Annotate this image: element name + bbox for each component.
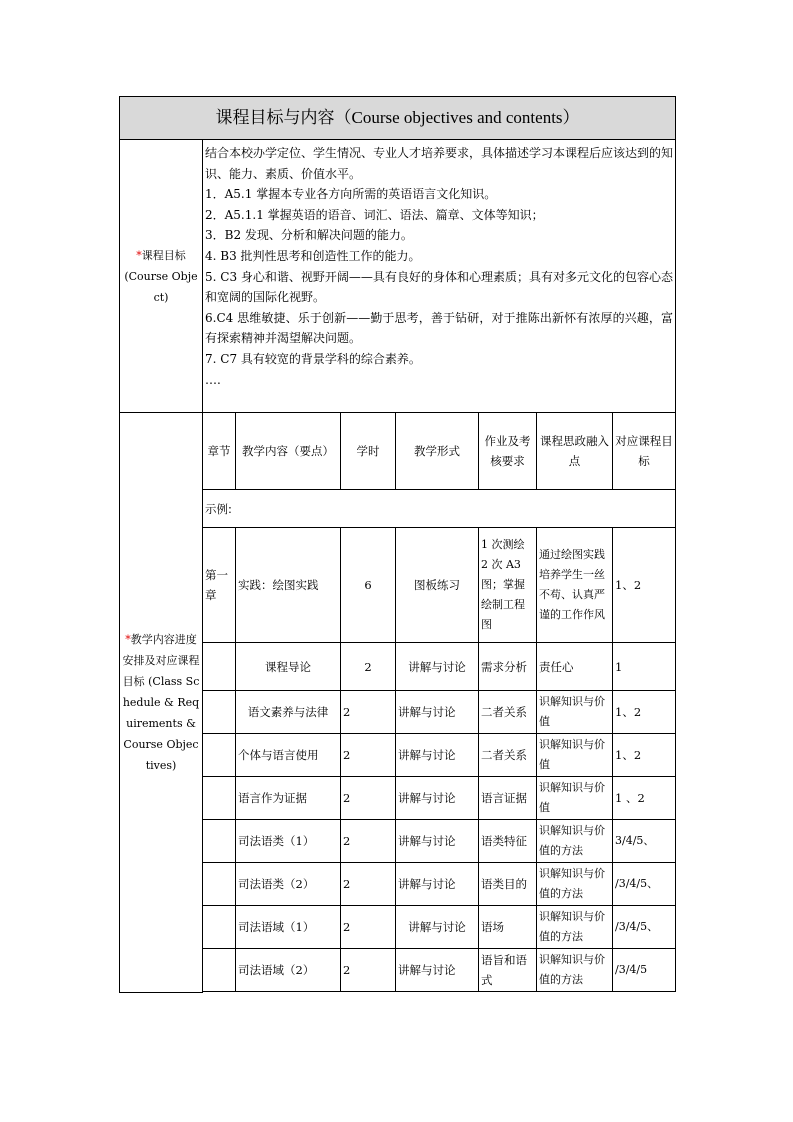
objective-intro: 结合本校办学定位、学生情况、专业人才培养要求，具体描述学习本课程后应该达到的知识、能力、素质、价值水平。	[205, 146, 674, 181]
cell-ideology: 识解知识与价值的方法	[537, 820, 613, 863]
cell-chapter	[203, 906, 236, 949]
cell-content: 语文素养与法律	[236, 691, 341, 734]
required-star: *	[136, 248, 142, 262]
required-star: *	[125, 632, 131, 646]
cell-content: 司法语类（2）	[236, 863, 341, 906]
schedule-label-text: 教学内容进度安排及对应课程目标	[122, 632, 200, 688]
page-title: 课程目标与内容（Course objectives and contents）	[120, 97, 676, 140]
objective-item: 1．A5.1 掌握本专业各方向所需的英语语言文化知识。	[205, 187, 497, 202]
cell-ideology: 识解知识与价值	[537, 777, 613, 820]
cell-ideology: 识解知识与价值	[537, 691, 613, 734]
cell-target: 1	[613, 643, 676, 691]
cell-chapter	[203, 734, 236, 777]
cell-target: /3/4/5	[613, 949, 676, 992]
objectives-label-text: 课程目标	[141, 248, 186, 262]
cell-content: 实践：绘图实践	[236, 528, 341, 643]
cell-form: 讲解与讨论	[396, 906, 479, 949]
cell-ideology: 识解知识与价值	[537, 734, 613, 777]
objective-item: 2．A5.1.1 掌握英语的语音、词汇、语法、篇章、文体等知识；	[205, 207, 544, 222]
cell-hours: 2	[341, 949, 396, 992]
cell-homework: 语场	[479, 906, 537, 949]
objective-ellipsis: ….	[205, 372, 221, 387]
cell-hours: 2	[341, 777, 396, 820]
cell-homework: 二者关系	[479, 691, 537, 734]
header-target: 对应课程目标	[613, 413, 676, 490]
cell-ideology: 通过绘图实践培养学生一丝不苟、认真严谨的工作作风	[537, 528, 613, 643]
cell-form: 讲解与讨论	[396, 691, 479, 734]
objective-item: 6.C4 思维敏捷、乐于创新——勤于思考，善于钻研，对于推陈出新怀有浓厚的兴趣，富有探索精神并渴望解决问题。	[205, 310, 674, 346]
cell-hours: 2	[341, 691, 396, 734]
header-ideology: 课程思政融入点	[537, 413, 613, 490]
cell-chapter	[203, 863, 236, 906]
header-hours: 学时	[341, 413, 396, 490]
objectives-label	[120, 140, 203, 413]
cell-hours: 2	[341, 643, 396, 691]
cell-ideology: 识解知识与价值的方法	[537, 906, 613, 949]
cell-hours: 2	[341, 820, 396, 863]
objective-item: 5. C3 身心和谐、视野开阔——具有良好的身体和心理素质；具有对多元文化的包容心态和宽阔的国际化视野。	[205, 269, 674, 305]
cell-homework: 语类特征	[479, 820, 537, 863]
cell-homework: 需求分析	[479, 643, 537, 691]
cell-content: 司法语域（1）	[236, 906, 341, 949]
objective-item: 3．B2 发现、分析和解决问题的能力。	[205, 228, 413, 243]
cell-homework: 语旨和语式	[479, 949, 537, 992]
objectives-content	[203, 140, 676, 413]
cell-hours: 2	[341, 906, 396, 949]
cell-ideology: 识解知识与价值的方法	[537, 949, 613, 992]
cell-chapter	[203, 820, 236, 863]
header-content: 教学内容（要点）	[236, 413, 341, 490]
cell-chapter	[203, 643, 236, 691]
cell-homework: 二者关系	[479, 734, 537, 777]
cell-hours: 6	[341, 528, 396, 643]
cell-content: 个体与语言使用	[236, 734, 341, 777]
cell-form: 讲解与讨论	[396, 777, 479, 820]
cell-target: 3/4/5、	[613, 820, 676, 863]
cell-target: /3/4/5、	[613, 906, 676, 949]
cell-content: 语言作为证据	[236, 777, 341, 820]
cell-target: 1、2	[613, 528, 676, 643]
cell-homework: 1 次测绘 2 次 A3 图；掌握绘制工程图	[479, 528, 537, 643]
header-homework: 作业及考核要求	[479, 413, 537, 490]
header-form: 教学形式	[396, 413, 479, 490]
cell-form: 讲解与讨论	[396, 643, 479, 691]
cell-content: 司法语类（1）	[236, 820, 341, 863]
cell-target: 1、2	[613, 691, 676, 734]
cell-hours: 2	[341, 863, 396, 906]
cell-homework: 语言证据	[479, 777, 537, 820]
cell-form: 讲解与讨论	[396, 949, 479, 992]
header-chapter: 章节	[203, 413, 236, 490]
cell-homework: 语类目的	[479, 863, 537, 906]
cell-target: 1 、2	[613, 777, 676, 820]
objective-item: 7. C7 具有较宽的背景学科的综合素养。	[205, 351, 421, 366]
cell-content: 司法语域（2）	[236, 949, 341, 992]
cell-ideology: 责任心	[537, 643, 613, 691]
example-label: 示例:	[203, 490, 676, 528]
objectives-label-en: (Course Object)	[124, 269, 198, 304]
cell-form: 图板练习	[396, 528, 479, 643]
cell-content: 课程导论	[236, 643, 341, 691]
cell-chapter	[203, 777, 236, 820]
cell-ideology: 识解知识与价值的方法	[537, 863, 613, 906]
cell-chapter	[203, 949, 236, 992]
cell-target: /3/4/5、	[613, 863, 676, 906]
schedule-label-en: (Class Schedule & Requirements & Course Objectives)	[122, 674, 200, 772]
cell-form: 讲解与讨论	[396, 863, 479, 906]
cell-chapter: 第一章	[203, 528, 236, 643]
schedule-label	[120, 413, 203, 993]
cell-target: 1、2	[613, 734, 676, 777]
cell-hours: 2	[341, 734, 396, 777]
cell-form: 讲解与讨论	[396, 820, 479, 863]
cell-form: 讲解与讨论	[396, 734, 479, 777]
objective-item: 4. B3 批判性思考和创造性工作的能力。	[205, 248, 421, 263]
cell-chapter	[203, 691, 236, 734]
course-objectives-table	[119, 96, 676, 993]
